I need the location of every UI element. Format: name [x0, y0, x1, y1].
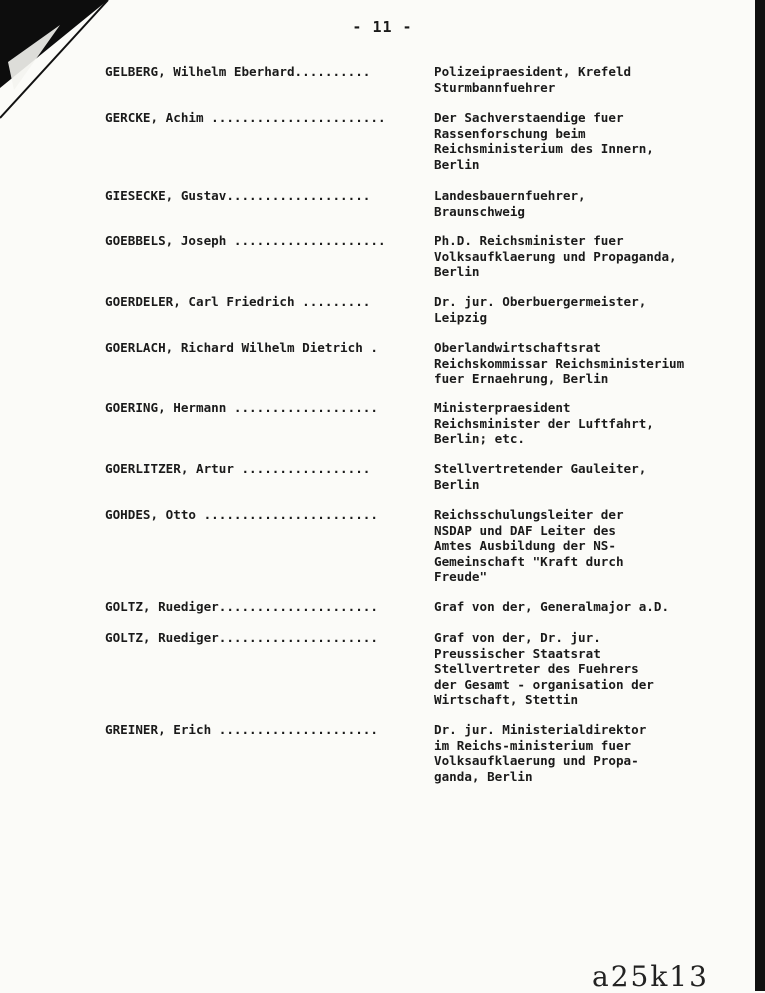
entry-line: Wirtschaft, Stettin [434, 692, 579, 708]
scan-edge [755, 0, 765, 991]
entry-name: GERCKE, Achim ....................... [105, 110, 386, 125]
entry-name: GREINER, Erich ..................... [105, 722, 378, 737]
entry-line: ganda, Berlin [434, 768, 533, 784]
entry-line: Berlin; etc. [434, 431, 525, 447]
entry-line: Reichsminister der Luftfahrt, [434, 415, 654, 431]
entry-line: Volksaufklaerung und Propaganda, [434, 248, 677, 264]
entry-line: Ministerpraesident [434, 400, 571, 415]
entry-name: GELBERG, Wilhelm Eberhard.......... [105, 64, 371, 79]
entry-name: GOLTZ, Ruediger..................... [105, 630, 378, 645]
entry-line: im Reichs-ministerium fuer [434, 737, 632, 753]
entry-line: Leipzig [434, 309, 488, 325]
entry-line: Polizeipraesident, Krefeld [434, 64, 632, 79]
entry-name: GOLTZ, Ruediger..................... [105, 599, 378, 614]
entry-line: Amtes Ausbildung der NS- [434, 538, 616, 554]
entry-line: Freude" [434, 569, 488, 585]
entry-line: Berlin [434, 264, 480, 280]
handwritten-archive-number: a25k13 [592, 960, 709, 993]
entry-name: GOEBBELS, Joseph .................... [105, 233, 386, 248]
entry-name: GOERING, Hermann ................... [105, 400, 378, 415]
entry-line: Reichskommissar Reichsministerium [434, 355, 685, 371]
entry-name: GIESECKE, Gustav................... [105, 188, 371, 203]
entry-line: Der Sachverstaendige fuer [434, 110, 624, 125]
entry-line: der Gesamt - organisation der [434, 676, 654, 692]
entry-line: Dr. jur. Ministerialdirektor [434, 722, 647, 737]
entry-line: Oberlandwirtschaftsrat [434, 340, 601, 355]
entry-line: Reichsministerium des Innern, [434, 141, 654, 157]
entry-line: Reichsschulungsleiter der [434, 507, 624, 522]
page-number: - 11 - [352, 18, 413, 36]
entry-line: Graf von der, Dr. jur. [434, 630, 601, 645]
entry-name: GOERDELER, Carl Friedrich ......... [105, 294, 371, 309]
entry-line: Stellvertretender Gauleiter, [434, 461, 647, 476]
entry-line: Volksaufklaerung und Propa- [434, 753, 639, 769]
entry-name: GOHDES, Otto ....................... [105, 507, 378, 522]
entry-line: Rassenforschung beim [434, 125, 586, 141]
entry-line: Ph.D. Reichsminister fuer [434, 233, 624, 248]
entry-line: Berlin [434, 476, 480, 492]
entry-line: Berlin [434, 156, 480, 172]
entry-line: Graf von der, Generalmajor a.D. [434, 599, 670, 614]
entry-line: fuer Ernaehrung, Berlin [434, 371, 609, 387]
entry-line: Preussischer Staatsrat [434, 645, 601, 661]
entry-name: GOERLITZER, Artur ................. [105, 461, 371, 476]
entry-name: GOERLACH, Richard Wilhelm Dietrich . [105, 340, 378, 355]
entry-line: Braunschweig [434, 203, 525, 219]
entry-line: Stellvertreter des Fuehrers [434, 661, 639, 677]
entry-line: Landesbauernfuehrer, [434, 188, 586, 203]
entry-line: Dr. jur. Oberbuergermeister, [434, 294, 647, 309]
entry-line: Gemeinschaft "Kraft durch [434, 553, 624, 569]
entry-line: Sturmbannfuehrer [434, 79, 556, 95]
entry-line: NSDAP und DAF Leiter des [434, 522, 616, 538]
